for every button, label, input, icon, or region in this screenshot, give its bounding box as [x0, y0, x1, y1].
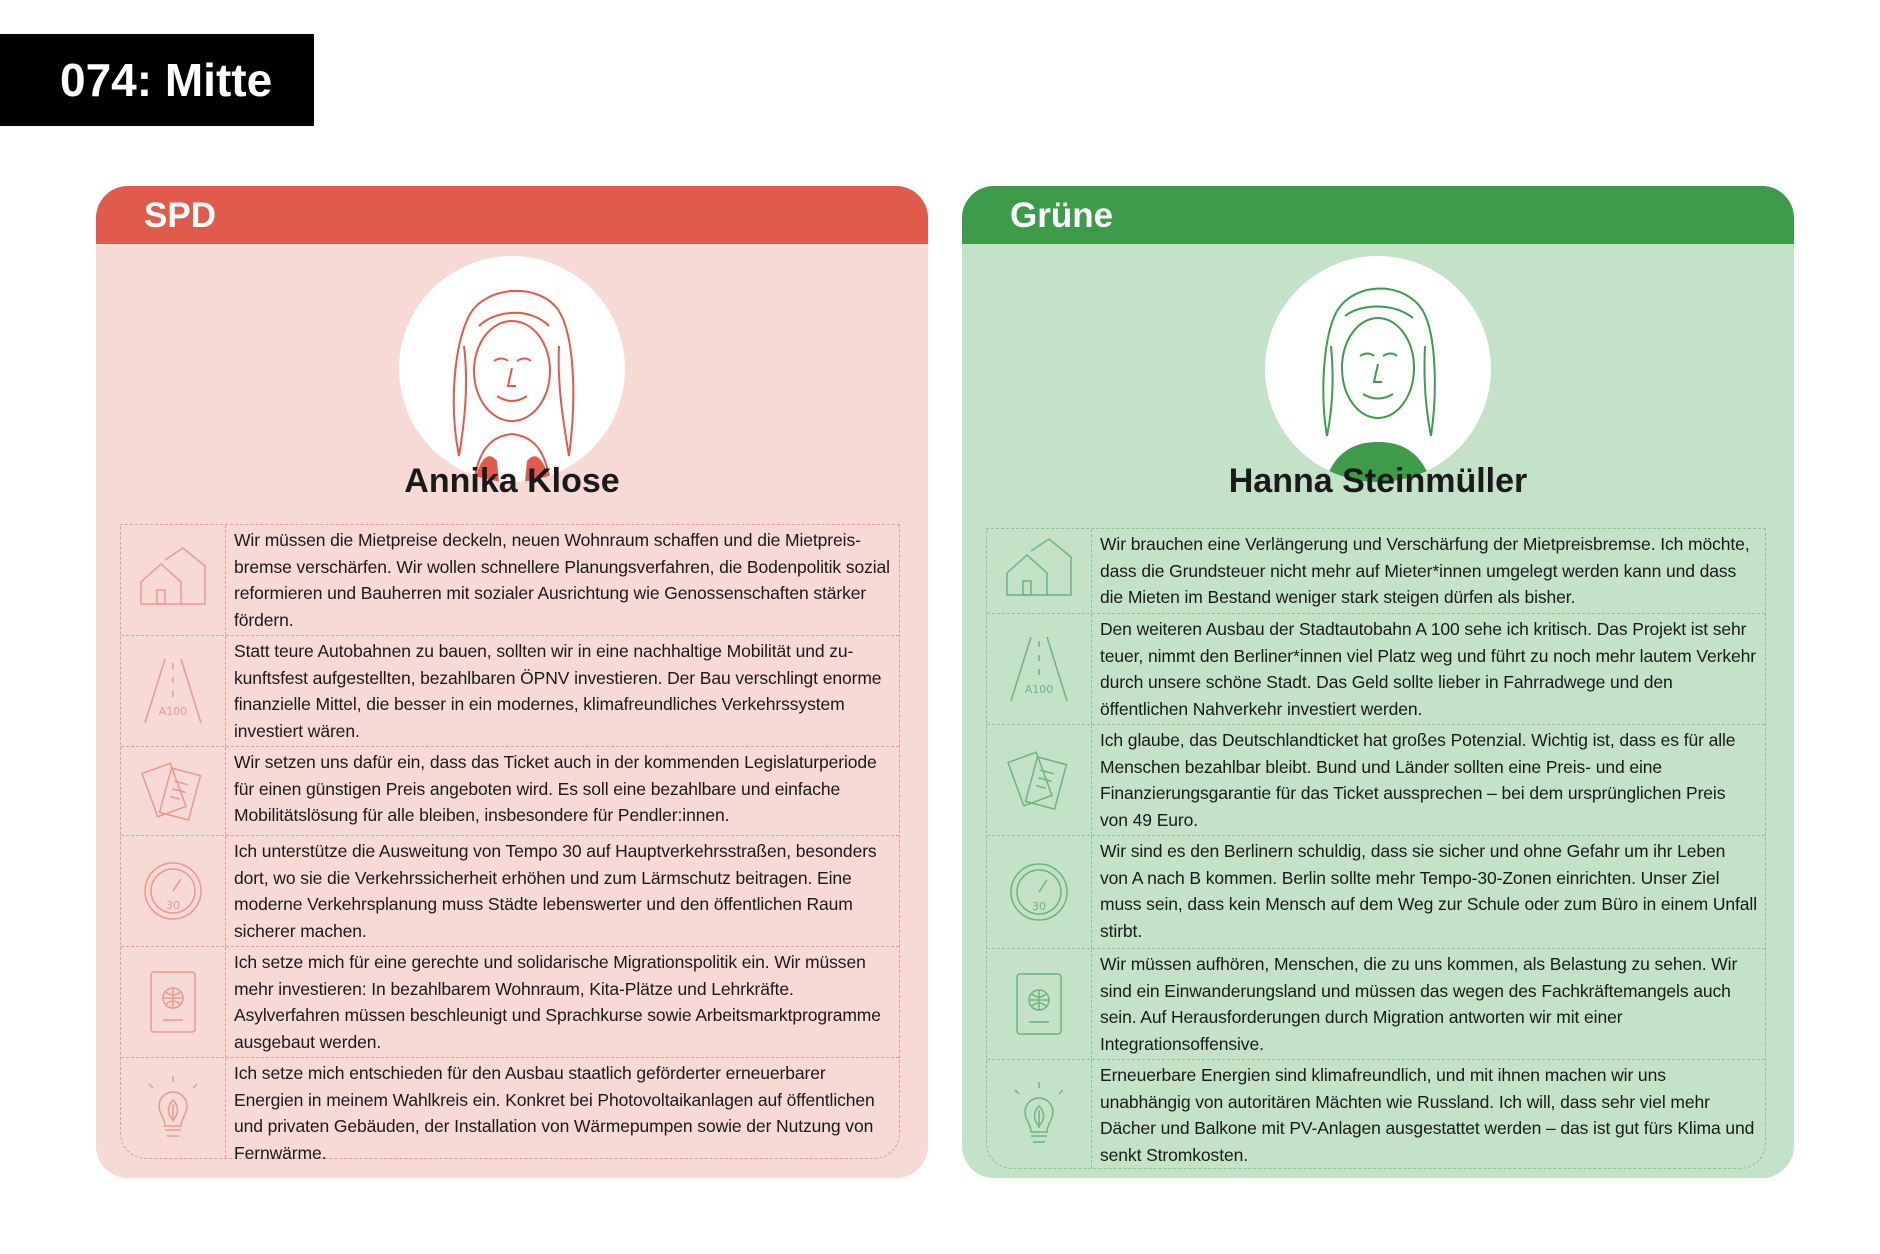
house-icon	[987, 529, 1092, 613]
topic-row-tempo30	[121, 836, 899, 947]
svg-text:A100: A100	[158, 705, 188, 718]
portrait-illustration	[1265, 256, 1491, 482]
speed-30-icon	[121, 836, 226, 946]
topic-row-tempo30	[987, 836, 1765, 949]
topic-row-migration	[121, 947, 899, 1058]
topic-answer: Ich setze mich für eine gerechte und solidarische Migrationspolitik ein. Wir müssen mehr investieren: In bezahlbarem Wohnraum, Kita-Plätze und Lehrkräfte. Asylverfahren müssen beschleunigt und Sprachkurse sowie Arbeitsmarktprogramme ausgebaut werden.	[234, 952, 881, 1052]
topic-answer: Wir sind es den Berlinern schuldig, dass sie sicher und ohne Gefahr um ihr Leben von A nach B kommen. Berlin sollte mehr Tempo-30-Zonen einrichten. Unser Ziel muss sein, dass kein Mensch auf dem Weg zur Schule oder zum Büro in einem Unfall stirbt.	[1100, 841, 1757, 941]
svg-text:30: 30	[1032, 900, 1046, 913]
portrait-illustration	[399, 256, 625, 482]
topic-row-energy	[121, 1058, 899, 1163]
gruene-candidate-card	[962, 186, 1794, 1178]
topic-answer: Wir setzen uns dafür ein, dass das Ticket auch in der kommenden Legislaturperiode für einen günstigen Preis angeboten wird. Es soll eine bezahlbare und einfache Mobilitätslösung für alle bleiben, insbesondere für Pendler:innen.	[234, 752, 877, 825]
topic-answer: Den weiteren Ausbau der Stadtautobahn A 100 sehe ich kritisch. Das Projekt ist sehr teuer, nimmt den Berliner*innen viel Platz weg und führt zu noch mehr lautem Verkehr durch unsere schöne Stadt. Das Geld sollte lieber in Fahrradwege und den öffentlichen Nahverkehr investiert werden.	[1100, 619, 1756, 719]
topic-answer: Ich glaube, das Deutschlandticket hat großes Potenzial. Wichtig ist, dass es für alle Menschen bezahlbar bleibt. Bund und Länder sollten eine Preis- und eine Finanzierungsgarantie für das Ticket aussprechen – bei dem ursprünglichen Preis von 49 Euro.	[1100, 730, 1736, 830]
lightbulb-icon	[987, 1060, 1092, 1168]
candidate-name-gruene: Hanna Steinmüller	[1228, 462, 1528, 500]
svg-text:30: 30	[166, 899, 180, 912]
topic-row-housing	[121, 525, 899, 636]
ticket-icon	[987, 725, 1092, 835]
lightbulb-icon	[121, 1058, 226, 1158]
ticket-icon	[121, 747, 226, 835]
house-icon	[121, 525, 226, 635]
passport-icon	[987, 949, 1092, 1059]
candidate-portrait-gruene	[1265, 256, 1491, 482]
topic-answer: Statt teure Autobahnen zu bauen, sollten wir in eine nachhaltige Mobilität und zu-kunftsfest aufgestellten, bezahlbaren ÖPNV investieren. Der Bau verschlingt enorme finanzielle Mittel, die besser in ein modernes, klimafreundliches Verkehrssystem investiert wären.	[234, 641, 882, 741]
highway-a100-icon	[121, 636, 226, 746]
topic-answer: Wir müssen die Mietpreise deckeln, neuen Wohnraum schaffen und die Mietpreis-bremse verschärfen. Wir wollen schnellere Planungsverfahren, die Bodenpolitik sozial reformieren und Bauherren mit sozialer Ausrichtung wie Genossenschaften stärker fördern.	[234, 530, 890, 630]
spd-candidate-card	[96, 186, 928, 1178]
topic-row-ticket	[121, 747, 899, 836]
topic-answer: Wir müssen aufhören, Menschen, die zu uns kommen, als Belastung zu sehen. Wir sind ein Einwanderungsland und müssen das wegen des Fachkräftemangels auch sein. Auf Herausforderungen durch Migration antworten wir mit einer Integrationsoffensive.	[1100, 954, 1738, 1054]
topic-answer: Wir brauchen eine Verlängerung und Verschärfung der Mietpreisbremse. Ich möchte, dass die Grundsteuer nicht mehr auf Mieter*innen umgelegt werden kann und dass die Mieten im Bestand weniger stark steigen dürfen als bisher.	[1100, 534, 1750, 607]
passport-icon	[121, 947, 226, 1057]
district-label: 074: Mitte	[0, 34, 314, 126]
party-header-spd: SPD	[96, 186, 928, 244]
topic-row-energy	[987, 1060, 1765, 1168]
topic-row-a100	[121, 636, 899, 747]
highway-a100-icon	[987, 614, 1092, 724]
topics-table-gruene	[986, 528, 1766, 1169]
topic-answer: Erneuerbare Energien sind klimafreundlich, und mit ihnen machen wir uns unabhängig von autoritären Mächten wie Russland. Ich will, dass sehr viel mehr Dächer und Balkone mit PV-Anlagen ausgestattet werden – das ist gut fürs Klima und senkt Stromkosten.	[1100, 1065, 1755, 1165]
topic-answer: Ich setze mich entschieden für den Ausbau staatlich geförderter erneuerbarer Energien in meinem Wahlkreis ein. Konkret bei Photovoltaikanlagen auf öffentlichen und privaten Gebäuden, der Installation von Wärmepumpen sowie der Nutzung von Fernwärme.	[234, 1063, 875, 1163]
speed-30-icon	[987, 836, 1092, 948]
candidate-portrait-spd	[399, 256, 625, 482]
candidate-name-spd: Annika Klose	[404, 462, 620, 500]
topic-answer: Ich unterstütze die Ausweitung von Tempo 30 auf Hauptverkehrsstraßen, besonders dort, wo sie die Verkehrssicherheit erhöhen und zum Lärmschutz beitragen. Eine moderne Verkehrsplanung muss Städte lebenswerter und den öffentlichen Raum sicherer machen.	[234, 841, 877, 941]
topic-row-migration	[987, 949, 1765, 1060]
topic-row-housing	[987, 529, 1765, 614]
topics-table-spd	[120, 524, 900, 1163]
party-header-gruene: Grüne	[962, 186, 1794, 244]
topic-row-a100	[987, 614, 1765, 725]
topic-row-ticket	[987, 725, 1765, 836]
svg-text:A100: A100	[1024, 683, 1054, 696]
